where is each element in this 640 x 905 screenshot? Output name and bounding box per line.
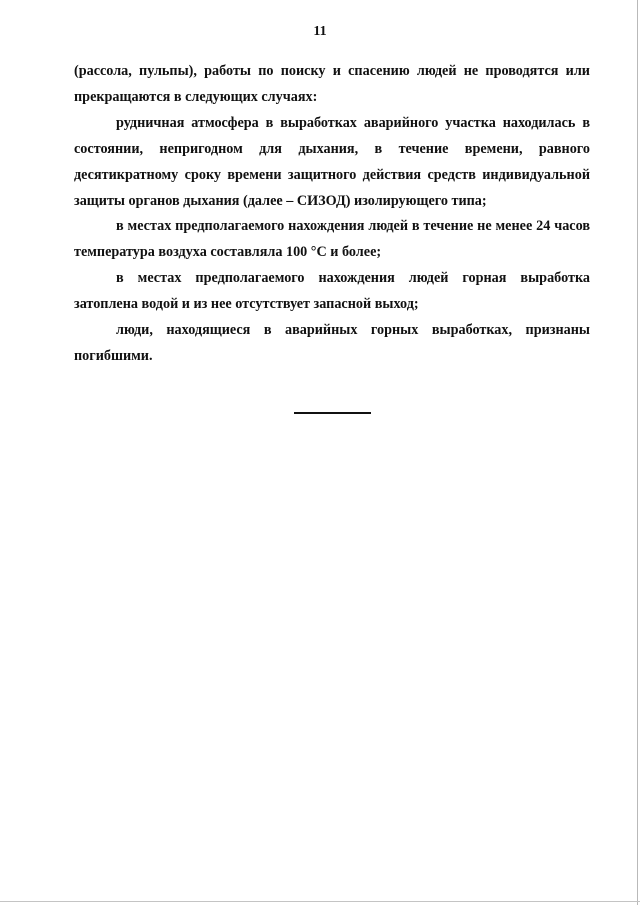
paragraph-mine-atmosphere: рудничная атмосфера в выработках аварийного участка находилась в состоянии, непригодном для дыхания, в течение времени, равного десятикратному сроку времени защитного действия средств индивидуальной защиты органов дыхания (далее – СИЗОД) изолирующего типа;	[74, 114, 590, 209]
page-edge-right	[637, 0, 638, 905]
document-body	[74, 59, 590, 370]
paragraph-air-temperature: в местах предполагаемого нахождения людей в течение не менее 24 часов температура воздуха составляла 100 °С и более;	[74, 218, 590, 261]
paragraph-flooded-working: в местах предполагаемого нахождения людей горная выработка затоплена водой и из нее отсутствует запасной выход;	[74, 270, 590, 313]
paragraph-people-deceased: люди, находящиеся в аварийных горных выработках, признаны погибшими.	[74, 322, 590, 364]
page-edge-bottom	[0, 901, 640, 902]
end-separator-line	[294, 412, 371, 414]
paragraph-continuation: (рассола, пульпы), работы по поиску и спасению людей не проводятся или прекращаются в следующих случаях:	[74, 63, 590, 105]
page-number: 11	[313, 24, 327, 39]
